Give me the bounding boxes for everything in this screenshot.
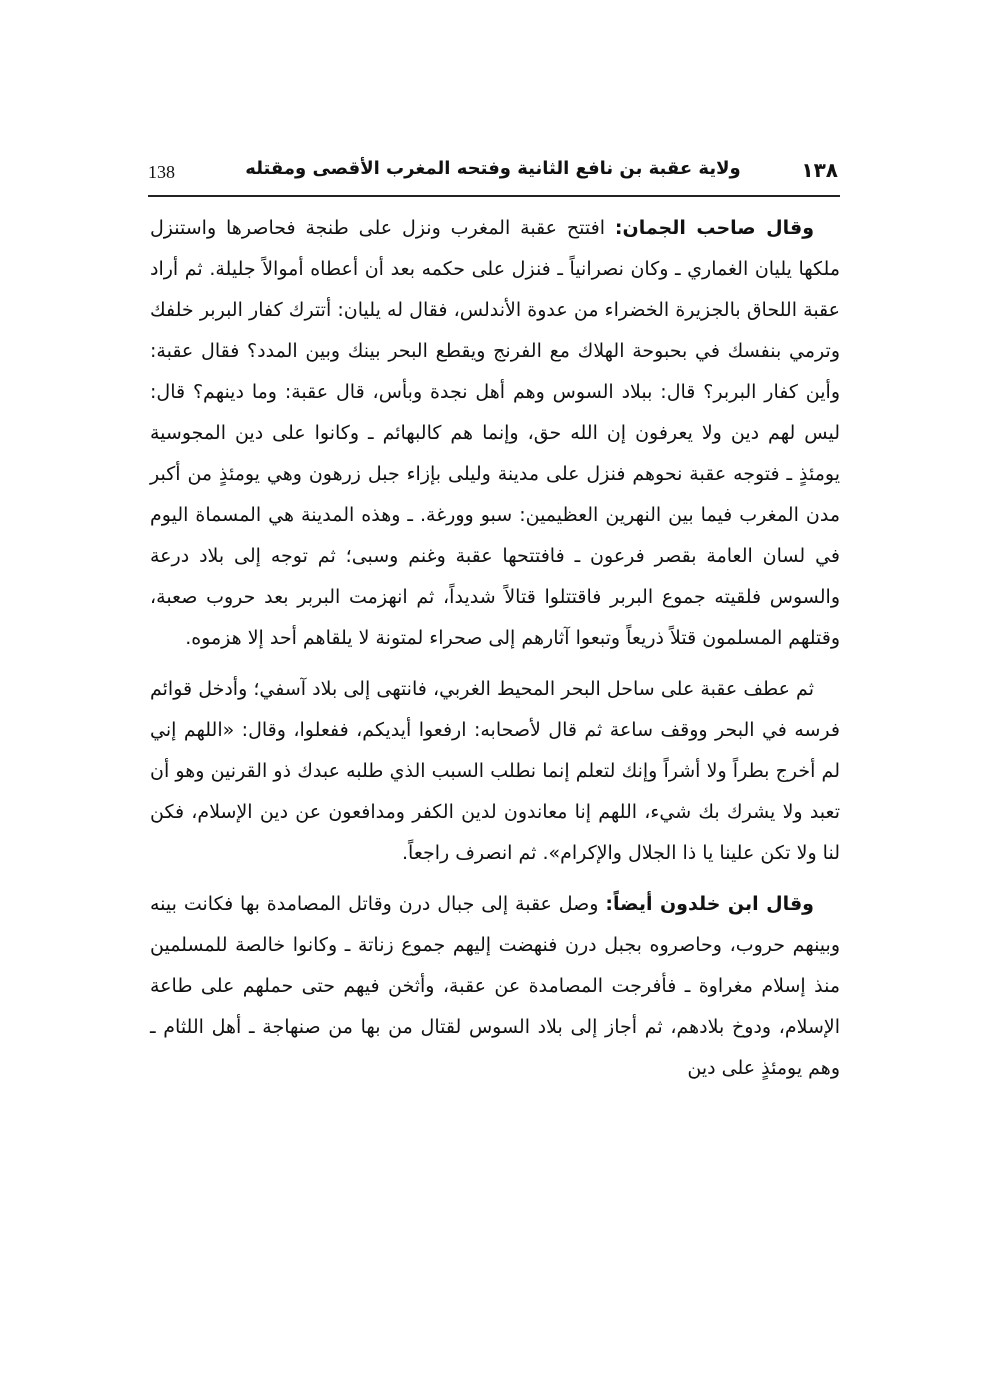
paragraph-2: [150, 669, 840, 874]
body-text: [150, 208, 840, 1095]
paragraph-1: [150, 208, 840, 659]
header-divider: [148, 195, 840, 197]
paragraph-1-text: افتتح عقبة المغرب ونزل على طنجة فحاصرها واستنزل ملكها يليان الغماري ـ وكان نصرانياً ـ فنزل على حكمه بعد أن أعطاه أموالاً جليلة. ثم أراد عقبة اللحاق بالجزيرة الخضراء من عدوة الأندلس، فقال له يليان: أتترك كفار البربر خلفك وترمي بنفسك في بحبوحة الهلاك مع الفرنج ويقطع البحر بينك وبين المدد؟ فقال عقبة: وأين كفار البربر؟ قال: ببلاد السوس وهم أهل نجدة وبأس، قال عقبة: وما دينهم؟ قال: ليس لهم دين ولا يعرفون إن الله حق، وإنما هم كالبهائم ـ وكانوا على دين المجوسية يومئذٍ ـ فتوجه عقبة نحوهم فنزل على مدينة وليلى بإزاء جبل زرهون وهي يومئذٍ من أكبر مدن المغرب فيما بين النهرين العظيمين: سبو وورغة. ـ وهذه المدينة هي المسماة اليوم في لسان العامة بقصر فرعون ـ فافتتحها عقبة وغنم وسبى؛ ثم توجه إلى بلاد درعة والسوس فلقيته جموع البربر فاقتتلوا قتالاً شديداً، ثم انهزمت البربر بعد حروب صعبة، وقتلهم المسلمون قتلاً ذريعاً وتبعوا آثارهم إلى صحراء لمتونة لا يلقاهم أحد إلا هزموه.: [150, 217, 840, 649]
paragraph-3: [150, 884, 840, 1089]
paragraph-3-lead: وقال ابن خلدون أيضاً:: [605, 893, 814, 915]
paragraph-3-text: وصل عقبة إلى جبال درن وقاتل المصامدة بها فكانت بينه وبينهم حروب، وحاصروه بجبل درن فنهضت إليهم جموع زناتة ـ وكانوا خالصة للمسلمين منذ إسلام مغراوة ـ فأفرجت المصامدة عن عقبة، وأثخن فيهم حتى حملهم على طاعة الإسلام، ودوخ بلادهم، ثم أجاز إلى بلاد السوس لقتال من بها من صنهاجة ـ أهل اللثام ـ وهم يومئذٍ على دين: [150, 893, 840, 1079]
paragraph-1-lead: وقال صاحب الجمان:: [614, 217, 815, 239]
page-number-latin: 138: [148, 162, 175, 182]
page-number-arabic: ١٣٨: [801, 158, 838, 182]
page-header: [148, 158, 838, 188]
running-title: ولاية عقبة بن نافع الثانية وفتحه المغرب الأقصى ومقتله: [245, 158, 741, 179]
paragraph-2-text: ثم عطف عقبة على ساحل البحر المحيط الغربي، فانتهى إلى بلاد آسفي؛ وأدخل قوائم فرسه في البحر ووقف ساعة ثم قال لأصحابه: ارفعوا أيديكم، ففعلوا، وقال: «اللهم إني لم أخرج بطراً ولا أشراً وإنك لتعلم إنما نطلب السبب الذي طلبه عبدك ذو القرنين وهو أن تعبد ولا يشرك بك شيء، اللهم إنا معاندون لدين الكفر ومدافعون عن دين الإسلام، فكن لنا ولا تكن علينا يا ذا الجلال والإكرام». ثم انصرف راجعاً.: [150, 678, 840, 864]
